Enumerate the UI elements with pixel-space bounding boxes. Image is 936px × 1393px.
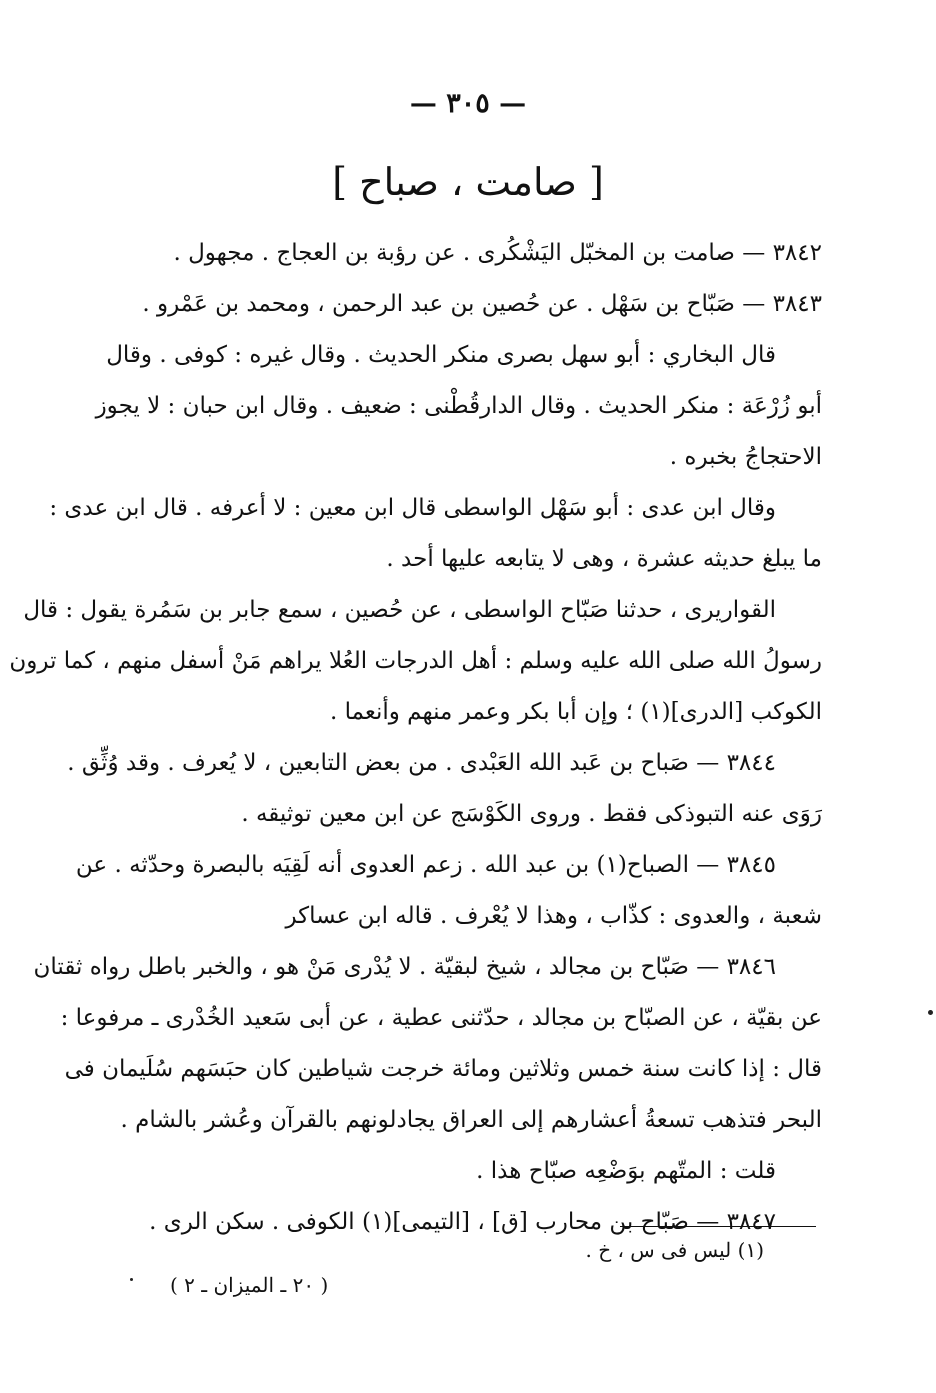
- text-line: أبو زُرْعَة : منكر الحديث . وقال الدارقُطْنى : ضعيف . وقال ابن حبان : لا يجوز: [95, 393, 822, 419]
- text-line: الكوكب [الدرى](١) ؛ وإن أبا بكر وعمر منهم وأنعما .: [329, 699, 822, 725]
- page-number: — ٣٠٥ —: [409, 88, 527, 119]
- text-line: ٣٨٤٥ — الصباح(١) بن عبد الله . زعم العدوى أنه لَقِيَه بالبصرة وحدّثه . عن: [75, 852, 776, 878]
- text-line: البحر فتذهب تسعةُ أعشارهم إلى العراق يجادلونهم بالقرآن وعُشر بالشام .: [120, 1107, 822, 1133]
- text-line: قال البخاري : أبو سهل بصرى منكر الحديث . وقال غيره : كوفى . وقال: [106, 342, 776, 368]
- text-line: ٣٨٤٣ — صَبّاح بن سَهْل . عن حُصين بن عبد الرحمن ، ومحمد بن عَمْرو .: [142, 291, 822, 317]
- text-line: ما يبلغ حديثه عشرة ، وهى لا يتابعه عليها أحد .: [386, 546, 822, 572]
- text-line: قلت : المتّهم بوَضْعِه صبّاح هذا .: [476, 1158, 776, 1184]
- footnote-separator: [620, 1226, 816, 1227]
- footnote: (١) ليس فى س ، خ .: [585, 1238, 764, 1262]
- text-line: ٣٨٤٤ — صَباح بن عَبد الله العَبْدى . من بعض التابعين ، لا يُعرف . وقد وُثِّق .: [67, 750, 776, 776]
- text-line: عن بقيّة ، عن الصبّاح بن مجالد ، حدّثنى عطية ، عن أبى سَعيد الخُدْرى ـ مرفوعا :: [60, 1005, 822, 1031]
- text-line: ٣٨٤٦ — صَبّاح بن مجالد ، شيخ لبقيّة . لا يُدْرى مَنْ هو ، والخبر باطل رواه ثقتان: [33, 954, 776, 980]
- print-speck: [928, 1010, 933, 1015]
- print-speck: [130, 1278, 133, 1281]
- text-line: الاحتجاجُ بخبره .: [669, 444, 822, 470]
- printer-signature: ( ٢٠ ـ الميزان ـ ٢ ): [170, 1273, 329, 1297]
- text-line: شعبة ، والعدوى : كذّاب ، وهذا لا يُعْرف . قاله ابن عساكر: [285, 903, 822, 929]
- text-line: ٣٨٤٧ — صَبّاح بن محارب [ق] ، [التيمى](١) الكوفى . سكن الرى .: [149, 1209, 776, 1235]
- text-line: ٣٨٤٢ — صامت بن المخبّل اليَشْكُرى . عن رؤبة بن العجاج . مجهول .: [173, 240, 822, 266]
- text-line: رسولُ الله صلى الله عليه وسلم : أهل الدرجات العُلا يراهم مَنْ أسفل منهم ، كما ترون: [9, 648, 822, 674]
- text-line: رَوَى عنه التبوذكى فقط . وروى الكَوْسَج عن ابن معين توثيقه .: [241, 801, 822, 827]
- section-header: [ صامت ، صباح ]: [332, 160, 604, 204]
- text-line: القواريرى ، حدثنا صَبّاح الواسطى ، عن حُصين ، سمع جابر بن سَمُرة يقول : قال: [23, 597, 776, 623]
- text-line: وقال ابن عدى : أبو سَهْل الواسطى قال ابن معين : لا أعرفه . قال ابن عدى :: [49, 495, 776, 521]
- main-text: [9, 228, 822, 1248]
- text-line: قال : إذا كانت سنة خمس وثلاثين ومائة خرجت شياطين كان حبَسَهم سُلَيمان فى: [64, 1056, 822, 1082]
